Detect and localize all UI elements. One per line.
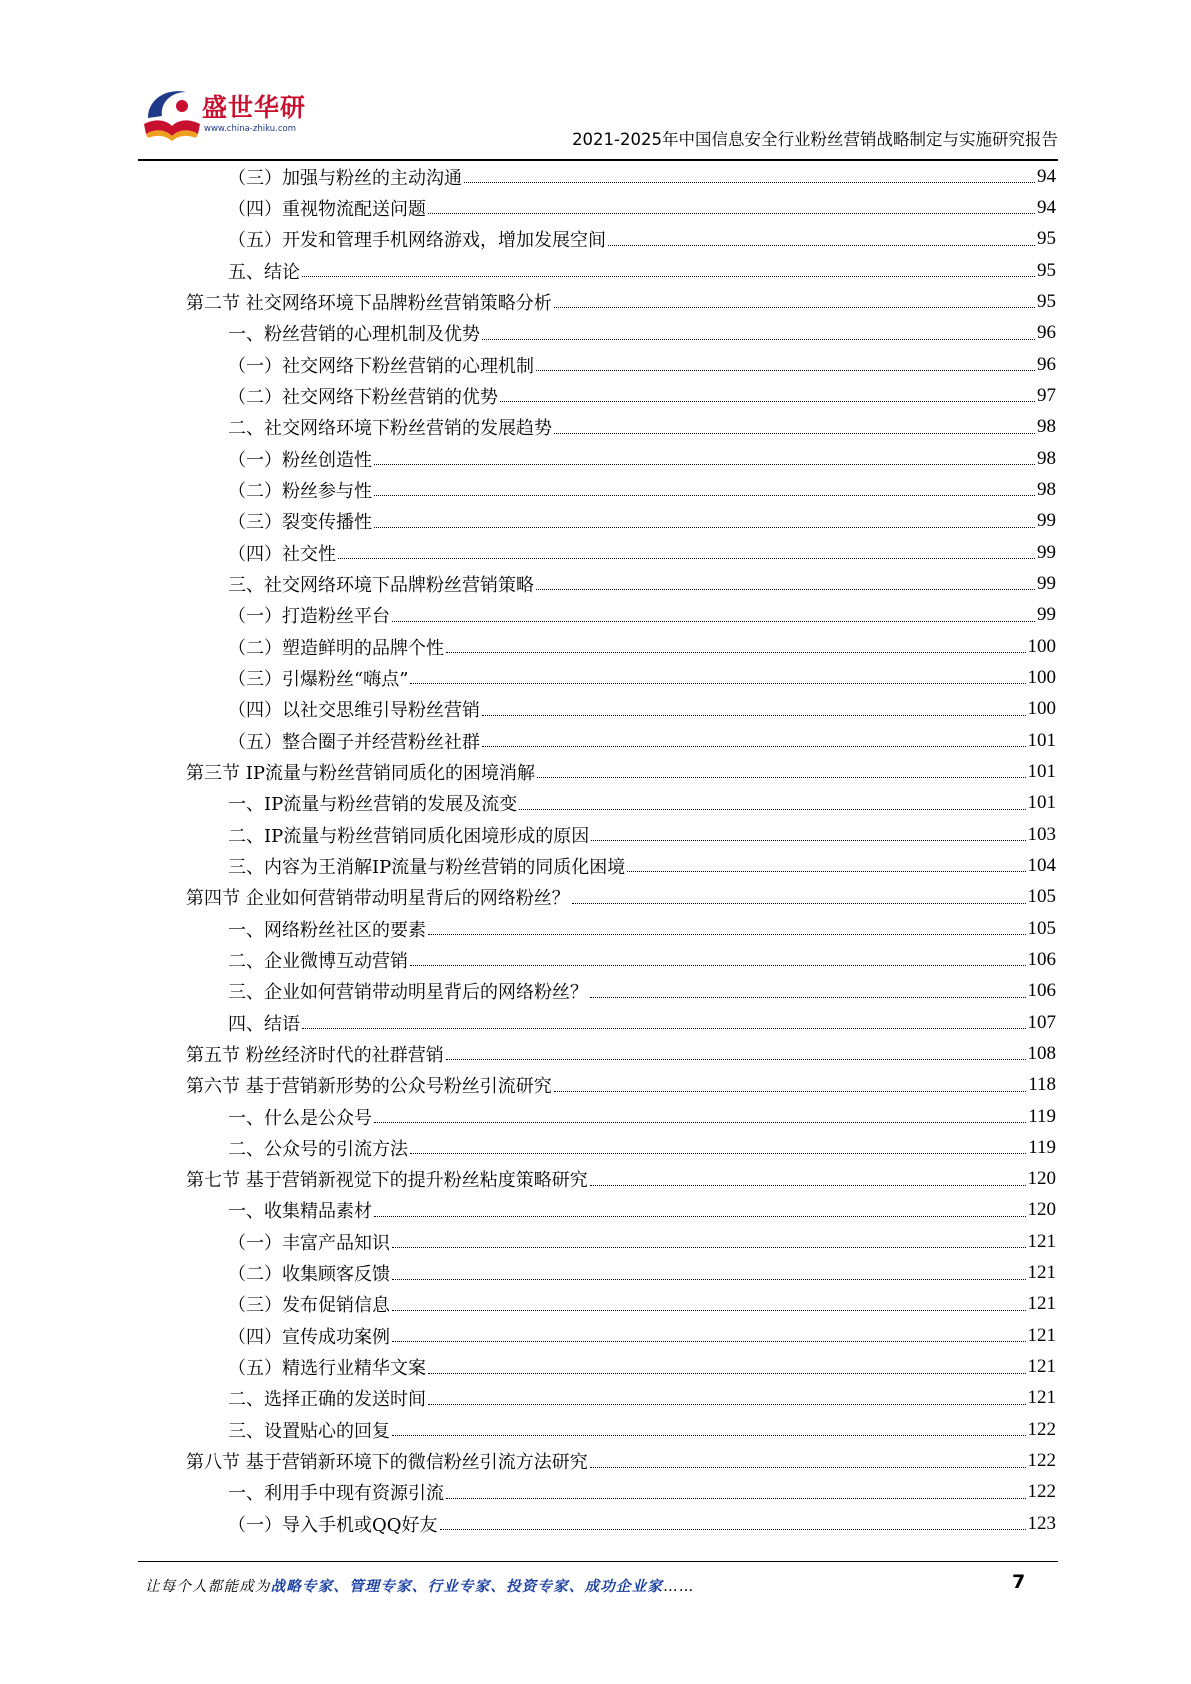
toc-entry-title: 第七节 基于营销新视觉下的提升粉丝粘度策略研究 bbox=[186, 1170, 588, 1192]
toc-entry[interactable] bbox=[186, 1508, 1056, 1539]
toc-entry[interactable] bbox=[186, 1007, 1056, 1038]
dot-leader bbox=[590, 1185, 1026, 1186]
dot-leader bbox=[392, 1341, 1026, 1342]
dot-leader bbox=[519, 809, 1025, 810]
dot-leader bbox=[374, 527, 1035, 528]
toc-entry-page: 98 bbox=[1037, 416, 1056, 438]
toc-entry-page: 122 bbox=[1027, 1481, 1056, 1503]
dot-leader bbox=[392, 1435, 1026, 1436]
toc-entry-title: 二、选择正确的发送时间 bbox=[228, 1389, 426, 1411]
toc-entry-title: 一、什么是公众号 bbox=[228, 1107, 372, 1129]
dot-leader bbox=[482, 339, 1035, 340]
toc-entry-page: 96 bbox=[1037, 353, 1056, 375]
toc-entry[interactable] bbox=[186, 1101, 1056, 1132]
toc-entry-title: 二、企业微博互动营销 bbox=[228, 950, 408, 972]
toc-entry[interactable] bbox=[186, 474, 1056, 505]
toc-entry-page: 121 bbox=[1027, 1293, 1056, 1315]
toc-entry-title: （四）以社交思维引导粉丝营销 bbox=[228, 700, 480, 722]
toc-entry-page: 120 bbox=[1027, 1199, 1056, 1221]
toc-entry-page: 119 bbox=[1028, 1136, 1056, 1158]
toc-entry[interactable] bbox=[186, 1164, 1056, 1195]
toc-entry-title: 一、粉丝营销的心理机制及优势 bbox=[228, 324, 480, 346]
toc-entry-title: （一）丰富产品知识 bbox=[228, 1232, 390, 1254]
toc-entry[interactable] bbox=[186, 976, 1056, 1007]
page-header bbox=[138, 78, 1058, 160]
toc-entry-page: 101 bbox=[1027, 729, 1056, 751]
toc-entry[interactable] bbox=[186, 725, 1056, 756]
dot-leader bbox=[392, 621, 1035, 622]
toc-entry-title: 一、收集精品素材 bbox=[228, 1201, 372, 1223]
toc-entry-title: （五）整合圈子并经营粉丝社群 bbox=[228, 731, 480, 753]
toc-entry-page: 99 bbox=[1037, 572, 1056, 594]
company-logo bbox=[138, 84, 308, 144]
footer-suffix: …… bbox=[663, 1579, 695, 1595]
toc-entry-page: 106 bbox=[1027, 980, 1056, 1002]
dot-leader bbox=[554, 433, 1035, 434]
toc-entry[interactable] bbox=[186, 1445, 1056, 1476]
toc-entry[interactable] bbox=[186, 1070, 1056, 1101]
toc-entry[interactable] bbox=[186, 318, 1056, 349]
footer-divider bbox=[138, 1561, 1058, 1562]
dot-leader bbox=[392, 1279, 1026, 1280]
document-title: 2021-2025年中国信息安全行业粉丝营销战略制定与实施研究报告 bbox=[572, 130, 1058, 149]
toc-entry[interactable] bbox=[186, 662, 1056, 693]
toc-entry-page: 121 bbox=[1027, 1356, 1056, 1378]
toc-entry-title: 一、网络粉丝社区的要素 bbox=[228, 919, 426, 941]
logo-url: www.china-zhiku.com bbox=[204, 124, 296, 134]
dot-leader bbox=[446, 1498, 1026, 1499]
toc-entry-title: 一、利用手中现有资源引流 bbox=[228, 1483, 444, 1505]
toc-entry-title: 第三节 IP流量与粉丝营销同质化的困境消解 bbox=[186, 762, 535, 784]
toc-entry[interactable] bbox=[186, 1383, 1056, 1414]
toc-entry-page: 99 bbox=[1037, 541, 1056, 563]
toc-entry-page: 105 bbox=[1027, 886, 1056, 908]
toc-entry[interactable] bbox=[186, 224, 1056, 255]
dot-leader bbox=[591, 840, 1025, 841]
toc-entry[interactable] bbox=[186, 161, 1056, 192]
toc-entry-title: 二、公众号的引流方法 bbox=[228, 1138, 408, 1160]
toc-entry-title: （二）粉丝参与性 bbox=[228, 480, 372, 502]
toc-entry-page: 104 bbox=[1027, 854, 1056, 876]
toc-entry-title: （四）重视物流配送问题 bbox=[228, 198, 426, 220]
toc-entry-page: 100 bbox=[1027, 666, 1056, 688]
toc-entry-title: （一）打造粉丝平台 bbox=[228, 606, 390, 628]
toc-entry-page: 101 bbox=[1027, 792, 1056, 814]
toc-entry[interactable] bbox=[186, 756, 1056, 787]
toc-entry-title: （一）粉丝创造性 bbox=[228, 449, 372, 471]
toc-entry[interactable] bbox=[186, 1351, 1056, 1382]
toc-entry[interactable] bbox=[186, 1038, 1056, 1069]
toc-entry-page: 107 bbox=[1027, 1011, 1056, 1033]
toc-entry[interactable] bbox=[186, 255, 1056, 286]
dot-leader bbox=[428, 934, 1026, 935]
toc-entry[interactable] bbox=[186, 944, 1056, 975]
table-of-contents bbox=[186, 161, 1056, 1539]
dot-leader bbox=[410, 683, 1025, 684]
toc-entry-title: 第四节 企业如何营销带动明星背后的网络粉丝？ bbox=[186, 888, 570, 910]
dot-leader bbox=[374, 1216, 1026, 1217]
toc-entry-page: 118 bbox=[1028, 1074, 1056, 1096]
dot-leader bbox=[338, 558, 1035, 559]
toc-entry-title: 三、内容为王消解IP流量与粉丝营销的同质化困境 bbox=[228, 856, 626, 878]
toc-entry-page: 106 bbox=[1027, 948, 1056, 970]
dot-leader bbox=[410, 965, 1026, 966]
toc-entry[interactable] bbox=[186, 1320, 1056, 1351]
toc-entry-page: 94 bbox=[1037, 196, 1056, 218]
toc-entry[interactable] bbox=[186, 913, 1056, 944]
dot-leader bbox=[537, 777, 1026, 778]
toc-entry-page: 96 bbox=[1037, 322, 1056, 344]
toc-entry-page: 122 bbox=[1027, 1418, 1056, 1440]
toc-entry-page: 99 bbox=[1037, 604, 1056, 626]
toc-entry-title: （二）塑造鲜明的品牌个性 bbox=[228, 637, 444, 659]
toc-entry-page: 95 bbox=[1037, 259, 1056, 281]
logo-name: 盛世华研 bbox=[202, 93, 307, 122]
toc-entry[interactable] bbox=[186, 1195, 1056, 1226]
toc-entry-title: （一）导入手机或QQ好友 bbox=[228, 1514, 438, 1536]
toc-entry-title: （三）加强与粉丝的主动沟通 bbox=[228, 167, 462, 189]
footer-prefix: 让每个人都能成为 bbox=[145, 1579, 271, 1595]
dot-leader bbox=[464, 182, 1035, 183]
dot-leader bbox=[446, 1059, 1026, 1060]
dot-leader bbox=[410, 1153, 1026, 1154]
dot-leader bbox=[572, 903, 1026, 904]
toc-entry-page: 100 bbox=[1027, 698, 1056, 720]
toc-entry-title: 第二节 社交网络环境下品牌粉丝营销策略分析 bbox=[186, 292, 552, 314]
dot-leader bbox=[392, 1310, 1026, 1311]
toc-entry-page: 121 bbox=[1027, 1324, 1056, 1346]
toc-entry-title: 二、IP流量与粉丝营销同质化困境形成的原因 bbox=[228, 825, 590, 847]
toc-entry[interactable] bbox=[186, 631, 1056, 662]
toc-entry-title: 三、设置贴心的回复 bbox=[228, 1420, 390, 1442]
dot-leader bbox=[500, 401, 1035, 402]
toc-entry-title: （三）引爆粉丝“嗨点” bbox=[228, 668, 409, 690]
toc-entry-page: 103 bbox=[1027, 823, 1056, 845]
toc-entry-title: 五、结论 bbox=[228, 261, 300, 283]
toc-entry[interactable] bbox=[186, 349, 1056, 380]
book-logo-icon bbox=[138, 84, 204, 146]
toc-entry[interactable] bbox=[186, 600, 1056, 631]
toc-entry-title: （三）发布促销信息 bbox=[228, 1295, 390, 1317]
toc-entry[interactable] bbox=[186, 850, 1056, 881]
toc-entry-title: 四、结语 bbox=[228, 1013, 300, 1035]
toc-entry[interactable] bbox=[186, 537, 1056, 568]
toc-entry[interactable] bbox=[186, 1414, 1056, 1445]
toc-entry[interactable] bbox=[186, 1226, 1056, 1257]
toc-entry[interactable] bbox=[186, 380, 1056, 411]
toc-entry-page: 121 bbox=[1027, 1230, 1056, 1252]
dot-leader bbox=[428, 213, 1035, 214]
toc-entry[interactable] bbox=[186, 1477, 1056, 1508]
dot-leader bbox=[536, 370, 1035, 371]
toc-entry[interactable] bbox=[186, 286, 1056, 317]
dot-leader bbox=[554, 1091, 1026, 1092]
footer-slogan bbox=[145, 1575, 695, 1596]
toc-entry-title: 第八节 基于营销新环境下的微信粉丝引流方法研究 bbox=[186, 1452, 588, 1474]
dot-leader bbox=[440, 1529, 1026, 1530]
toc-entry-page: 121 bbox=[1027, 1262, 1056, 1284]
dot-leader bbox=[428, 1404, 1026, 1405]
toc-entry[interactable] bbox=[186, 1257, 1056, 1288]
dot-leader bbox=[392, 1247, 1026, 1248]
dot-leader bbox=[536, 589, 1035, 590]
toc-entry-title: 第六节 基于营销新形势的公众号粉丝引流研究 bbox=[186, 1076, 552, 1098]
dot-leader bbox=[374, 464, 1035, 465]
dot-leader bbox=[608, 245, 1035, 246]
toc-entry-title: （四）社交性 bbox=[228, 543, 336, 565]
toc-entry[interactable] bbox=[186, 694, 1056, 725]
toc-entry-page: 95 bbox=[1037, 290, 1056, 312]
toc-entry-title: 三、企业如何营销带动明星背后的网络粉丝？ bbox=[228, 982, 588, 1004]
footer-highlight: 战略专家、管理专家、行业专家、投资专家、成功企业家 bbox=[270, 1578, 664, 1595]
toc-entry-page: 121 bbox=[1027, 1387, 1056, 1409]
dot-leader bbox=[374, 1122, 1026, 1123]
toc-entry[interactable] bbox=[186, 506, 1056, 537]
toc-entry-page: 97 bbox=[1037, 384, 1056, 406]
toc-entry-page: 108 bbox=[1027, 1042, 1056, 1064]
dot-leader bbox=[374, 495, 1035, 496]
toc-entry-page: 99 bbox=[1037, 510, 1056, 532]
page-number: 7 bbox=[1012, 1571, 1026, 1593]
toc-entry[interactable] bbox=[186, 412, 1056, 443]
dot-leader bbox=[446, 652, 1026, 653]
toc-entry-page: 100 bbox=[1027, 635, 1056, 657]
toc-entry[interactable] bbox=[186, 1289, 1056, 1320]
toc-entry-page: 95 bbox=[1037, 228, 1056, 250]
toc-entry-page: 98 bbox=[1037, 478, 1056, 500]
toc-entry-page: 119 bbox=[1028, 1105, 1056, 1127]
toc-entry[interactable] bbox=[186, 568, 1056, 599]
toc-entry[interactable] bbox=[186, 1132, 1056, 1163]
toc-entry-title: （一）社交网络下粉丝营销的心理机制 bbox=[228, 355, 534, 377]
toc-entry-page: 105 bbox=[1027, 917, 1056, 939]
dot-leader bbox=[302, 1028, 1026, 1029]
toc-entry[interactable] bbox=[186, 192, 1056, 223]
toc-entry-title: （四）宣传成功案例 bbox=[228, 1326, 390, 1348]
dot-leader bbox=[482, 746, 1026, 747]
toc-entry-title: 二、社交网络环境下粉丝营销的发展趋势 bbox=[228, 418, 552, 440]
toc-entry-title: 三、社交网络环境下品牌粉丝营销策略 bbox=[228, 574, 534, 596]
toc-entry-title: 一、IP流量与粉丝营销的发展及流变 bbox=[228, 794, 518, 816]
toc-entry-title: （五）精选行业精华文案 bbox=[228, 1358, 426, 1380]
toc-entry[interactable] bbox=[186, 819, 1056, 850]
dot-leader bbox=[590, 1467, 1026, 1468]
toc-entry-title: （二）社交网络下粉丝营销的优势 bbox=[228, 386, 498, 408]
toc-entry-page: 122 bbox=[1027, 1450, 1056, 1472]
toc-entry-title: （五）开发和管理手机网络游戏，增加发展空间 bbox=[228, 230, 606, 252]
toc-entry-page: 94 bbox=[1037, 165, 1056, 187]
toc-entry[interactable] bbox=[186, 882, 1056, 913]
toc-entry-page: 123 bbox=[1027, 1512, 1056, 1534]
toc-entry-page: 120 bbox=[1027, 1168, 1056, 1190]
dot-leader bbox=[554, 307, 1035, 308]
toc-entry[interactable] bbox=[186, 443, 1056, 474]
toc-entry-page: 101 bbox=[1027, 760, 1056, 782]
toc-entry-title: （二）收集顾客反馈 bbox=[228, 1264, 390, 1286]
toc-entry[interactable] bbox=[186, 788, 1056, 819]
dot-leader bbox=[627, 871, 1025, 872]
toc-entry-title: （三）裂变传播性 bbox=[228, 512, 372, 534]
dot-leader bbox=[482, 715, 1026, 716]
dot-leader bbox=[428, 1373, 1026, 1374]
dot-leader bbox=[590, 997, 1026, 998]
toc-entry-title: 第五节 粉丝经济时代的社群营销 bbox=[186, 1044, 444, 1066]
dot-leader bbox=[302, 276, 1035, 277]
toc-entry-page: 98 bbox=[1037, 447, 1056, 469]
